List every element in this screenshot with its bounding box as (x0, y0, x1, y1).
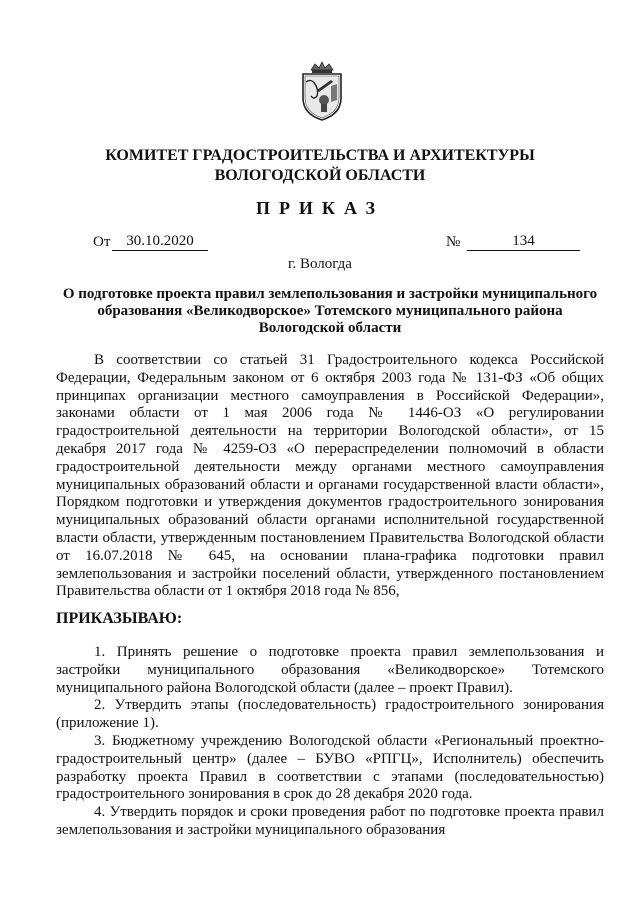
document-subject: О подготовке проекта правил землепользования и застройки муниципального образования «Великодворское» Тотемского муниципального района Вологодской области (62, 286, 598, 336)
decree-items (56, 644, 604, 840)
organization-line-1: КОМИТЕТ ГРАДОСТРОИТЕЛЬСТВА И АРХИТЕКТУРЫ (105, 147, 535, 164)
document-date: 30.10.2020 (112, 233, 208, 251)
document-type: ПРИКАЗ (255, 198, 385, 218)
decree-item-3: 3. Бюджетному учреждению Вологодской области «Региональный проектно-градостроительный центр» (далее – БУВО «РПГЦ», Исполнитель) обеспечить разработку проекта Правил в соответствии с этапами (последовательностью) градостроительного зонирования в срок до 28 декабря 2020 года. (56, 732, 604, 803)
organization-name (0, 146, 640, 186)
vologda-coat-of-arms-icon (297, 60, 347, 122)
decree-item-1: 1. Принять решение о подготовке проекта правил землепользования и застройки муниципального образования «Великодворское» Тотемского муниципального района Вологодской области (далее – проект Правил). (56, 644, 604, 696)
date-label: От (93, 234, 111, 250)
organization-line-2: ВОЛОГОДСКОЙ ОБЛАСТИ (214, 167, 426, 184)
number-label: № (446, 234, 461, 250)
decree-item-4: 4. Утвердить порядок и сроки проведения работ по подготовке проекта правил землепользования и застройки муниципального образования (56, 804, 604, 838)
decree-item-2: 2. Утвердить этапы (последовательность) градостроительного зонирования (приложение 1). (56, 697, 604, 732)
city: г. Вологда (288, 256, 352, 272)
decree-heading: ПРИКАЗЫВАЮ: (56, 610, 183, 627)
preamble-paragraph: В соответствии со статьей 31 Градостроительного кодекса Российской Федерации, Федеральным законом от 6 октября 2003 года № 131-ФЗ «Об общих принципах организации местного самоуправления в Российской Федерации», законами области от 1 мая 2006 года № 1446-ОЗ «О регулировании градостроительной деятельности на территории Вологодской области», от 15 декабря 2017 года № 4259-ОЗ «О перераспределении полномочий в области градостроительной деятельности между органами местного самоуправления муниципальных образований области и органами государственной власти области», Порядком подготовки и утверждения документов градостроительного зонирования муниципальных образований области органами исполнительной государственной власти области, утвержденным постановлением Правительства Вологодской области от 16.07.2018 № 645, на основании плана-графика подготовки правил землепользования и застройки поселений области, утвержденного постановлением Правительства области от 1 октября 2018 года № 856, (56, 352, 604, 600)
document-number: 134 (467, 233, 580, 251)
